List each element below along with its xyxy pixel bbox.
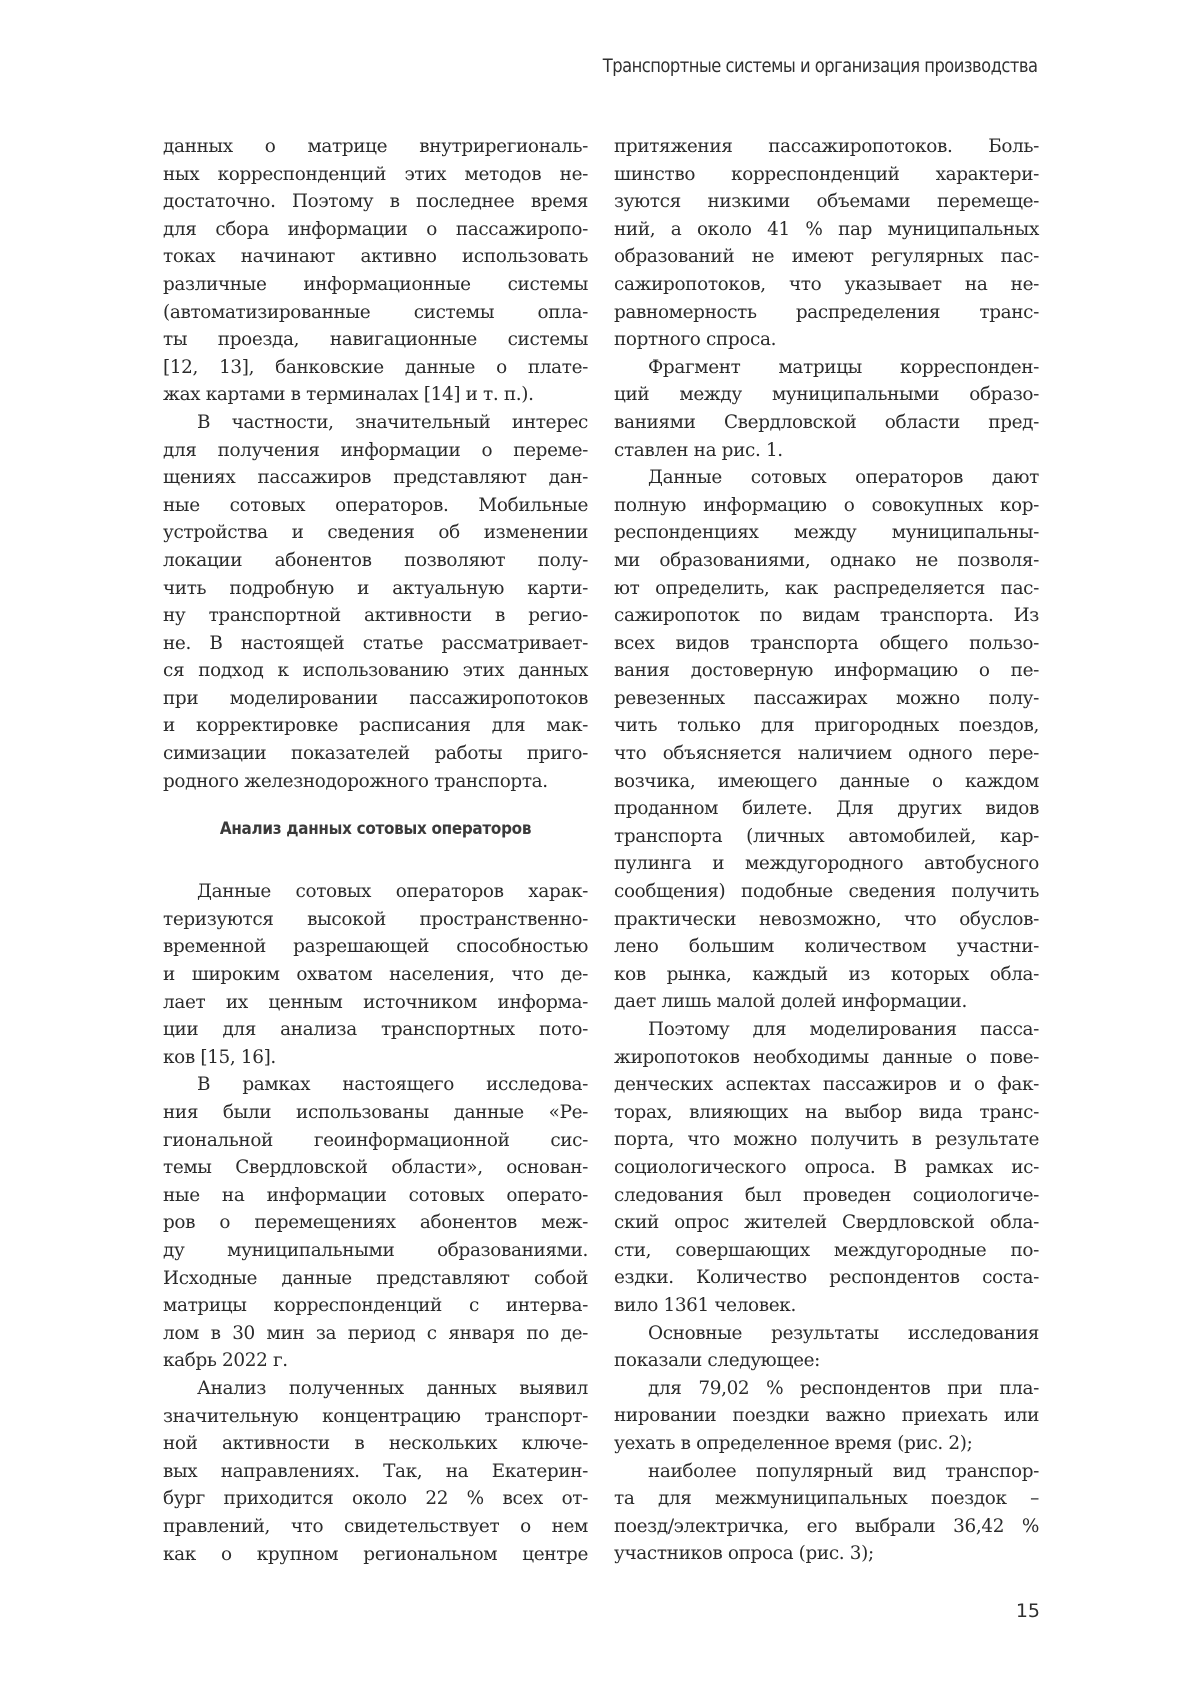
text-line: показали следующее: bbox=[614, 1350, 821, 1372]
text-line: ду муниципальными образованиями. bbox=[163, 1239, 588, 1261]
text-line: достаточно. Поэтому в последнее время bbox=[163, 191, 588, 213]
paragraph bbox=[614, 1320, 1039, 1375]
text-line: денческих аспектах пассажиров и о фак- bbox=[614, 1074, 1039, 1096]
text-line: Поэтому для моделирования пасса- bbox=[648, 1019, 1039, 1040]
text-line: при моделировании пассажиропотоков bbox=[163, 687, 588, 709]
text-line: устройства и сведения об изменении bbox=[163, 522, 588, 544]
text-line: локации абонентов позволяют полу- bbox=[163, 549, 588, 571]
text-line: ну транспортной активности в регио- bbox=[163, 605, 588, 627]
text-line: наиболее популярный вид транспор- bbox=[648, 1460, 1039, 1482]
text-line: проданном билете. Для других видов bbox=[614, 798, 1039, 820]
paragraph bbox=[614, 1016, 1039, 1320]
text-line: сажиропоток по видам транспорта. Из bbox=[614, 605, 1039, 627]
text-line: токах начинают активно использовать bbox=[163, 246, 588, 268]
text-line: ции для анализа транспортных пото- bbox=[163, 1019, 588, 1041]
text-line: ков рынка, каждый из которых обла- bbox=[614, 963, 1039, 985]
text-line: бург приходится около 22 % всех от- bbox=[163, 1488, 588, 1510]
text-line: ных корреспонденций этих методов не- bbox=[163, 163, 588, 185]
text-line: шинство корреспонденций характери- bbox=[614, 163, 1039, 185]
text-line: жах картами в терминалах [14] и т. п.). bbox=[163, 384, 534, 406]
text-line: ездки. Количество респондентов соста- bbox=[614, 1267, 1039, 1289]
text-line: и корректировке расписания для мак- bbox=[163, 715, 588, 737]
text-line: симизации показателей работы приго- bbox=[163, 743, 588, 765]
text-line: ров о перемещениях абонентов меж- bbox=[163, 1212, 588, 1234]
text-line: поезд/электричка, его выбрали 36,42 % bbox=[614, 1515, 1039, 1537]
text-line: порта, что можно получить в результате bbox=[614, 1129, 1039, 1151]
paragraph bbox=[163, 1071, 588, 1375]
text-line: ми образованиями, однако не позволя- bbox=[614, 549, 1039, 571]
text-line: всех видов транспорта общего пользо- bbox=[614, 632, 1039, 654]
text-line: полную информацию о совокупных кор- bbox=[614, 494, 1039, 516]
text-line: как о крупном региональном центре bbox=[163, 1543, 588, 1565]
text-line: что объясняется наличием одного пере- bbox=[614, 743, 1039, 765]
text-line: теризуются высокой пространственно- bbox=[163, 908, 588, 930]
text-line: чить только для пригородных поездов, bbox=[614, 715, 1039, 737]
text-line: участников опроса (рис. 3); bbox=[614, 1543, 874, 1565]
text-line: лено большим количеством участни- bbox=[614, 936, 1039, 958]
text-line: не. В настоящей статье рассматривает- bbox=[163, 632, 588, 654]
text-line: гиональной геоинформационной сис- bbox=[163, 1129, 588, 1151]
text-line: для 79,02 % респондентов при пла- bbox=[648, 1377, 1039, 1399]
text-line: Основные результаты исследования bbox=[648, 1322, 1039, 1344]
text-line: матрицы корреспонденций с интерва- bbox=[163, 1295, 588, 1317]
text-line: для сбора информации о пассажиропо- bbox=[163, 218, 588, 240]
paragraph bbox=[163, 133, 588, 409]
paragraph bbox=[163, 1375, 588, 1568]
text-line: ной активности в нескольких ключе- bbox=[163, 1433, 588, 1455]
text-line: респонденциях между муниципальны- bbox=[614, 522, 1039, 544]
text-line: значительную концентрацию транспорт- bbox=[163, 1405, 588, 1427]
text-line: ные на информации сотовых операто- bbox=[163, 1184, 588, 1206]
text-line: нировании поездки важно приехать или bbox=[614, 1405, 1039, 1427]
paragraph bbox=[614, 354, 1039, 464]
text-line: дает лишь малой долей информации. bbox=[614, 991, 967, 1013]
text-line: торах, влияющих на выбор вида транс- bbox=[614, 1101, 1039, 1123]
text-line: ваниями Свердловской области пред- bbox=[614, 411, 1039, 433]
text-line: темы Свердловской области», основан- bbox=[163, 1157, 588, 1179]
text-line: правлений, что свидетельствует о нем bbox=[163, 1515, 588, 1537]
text-line: портного спроса. bbox=[614, 329, 777, 351]
text-line: та для межмуниципальных поездок – bbox=[614, 1488, 1039, 1510]
text-line: притяжения пассажиропотоков. Боль- bbox=[614, 136, 1039, 157]
left-column bbox=[163, 133, 588, 1568]
text-line: ков [15, 16]. bbox=[163, 1046, 276, 1068]
text-line: ют определить, как распределяется пас- bbox=[614, 577, 1039, 599]
text-line: Анализ полученных данных выявил bbox=[197, 1377, 588, 1399]
text-line: [12, 13], банковские данные о плате- bbox=[163, 356, 588, 378]
text-line: жиропотоков необходимы данные о пове- bbox=[614, 1046, 1039, 1068]
text-line: ные сотовых операторов. Мобильные bbox=[163, 494, 588, 516]
text-line: Фрагмент матрицы корреспонден- bbox=[648, 356, 1039, 378]
text-line: лом в 30 мин за период с января по де- bbox=[163, 1322, 588, 1344]
paragraph bbox=[614, 464, 1039, 1016]
text-line: сажиропотоков, что указывает на не- bbox=[614, 273, 1039, 295]
text-line: данных о матрице внутрирегиональ- bbox=[163, 136, 588, 157]
list-item bbox=[614, 1458, 1039, 1568]
text-line: для получения информации о переме- bbox=[163, 439, 588, 461]
text-line: ся подход к использованию этих данных bbox=[163, 660, 588, 682]
text-line: ния были использованы данные «Ре- bbox=[163, 1102, 588, 1123]
text-line: ций между муниципальными образо- bbox=[614, 384, 1039, 406]
text-line: щениях пассажиров представляют дан- bbox=[163, 467, 588, 489]
text-line: возчика, имеющего данные о каждом bbox=[614, 770, 1039, 792]
text-line: вило 1361 человек. bbox=[614, 1294, 796, 1316]
text-line: социологического опроса. В рамках ис- bbox=[614, 1156, 1039, 1178]
text-line: ревезенных пассажирах можно полу- bbox=[614, 687, 1039, 709]
text-line: временной разрешающей способностью bbox=[163, 936, 588, 958]
text-line: ты проезда, навигационные системы bbox=[163, 329, 588, 351]
text-line: пулинга и междугородного автобусного bbox=[614, 853, 1039, 875]
text-line: В рамках настоящего исследова- bbox=[197, 1074, 588, 1096]
text-line: ставлен на рис. 1. bbox=[614, 439, 783, 461]
text-line: родного железнодорожного транспорта. bbox=[163, 770, 548, 792]
text-line: сти, совершающих междугородные по- bbox=[614, 1239, 1039, 1261]
paragraph bbox=[163, 878, 588, 1071]
text-line: вых направлениях. Так, на Екатерин- bbox=[163, 1460, 588, 1482]
text-line: практически невозможно, что обуслов- bbox=[614, 908, 1039, 930]
paragraph bbox=[614, 133, 1039, 354]
text-line: кабрь 2022 г. bbox=[163, 1350, 288, 1372]
text-line: Исходные данные представляют собой bbox=[163, 1267, 588, 1289]
text-line: следования был проведен социологиче- bbox=[614, 1184, 1039, 1206]
text-line: ний, а около 41 % пар муниципальных bbox=[614, 218, 1039, 240]
text-line: сообщения) подобные сведения получить bbox=[614, 881, 1039, 903]
text-line: (автоматизированные системы опла- bbox=[163, 301, 588, 323]
list-item bbox=[614, 1375, 1039, 1458]
text-line: образований не имеют регулярных пас- bbox=[614, 246, 1039, 268]
text-line: зуются низкими объемами перемеще- bbox=[614, 191, 1039, 213]
text-line: Данные сотовых операторов дают bbox=[648, 467, 1039, 489]
paragraph bbox=[163, 409, 588, 795]
section-heading: Анализ данных сотовых операторов bbox=[219, 819, 532, 839]
text-line: В частности, значительный интерес bbox=[197, 411, 588, 433]
text-line: равномерность распределения транс- bbox=[614, 301, 1039, 323]
text-line: чить подробную и актуальную карти- bbox=[163, 577, 588, 599]
text-line: уехать в определенное время (рис. 2); bbox=[614, 1432, 973, 1454]
page-number: 15 bbox=[1015, 1600, 1040, 1622]
text-line: и широким охватом населения, что де- bbox=[163, 964, 588, 986]
text-line: ский опрос жителей Свердловской обла- bbox=[614, 1212, 1039, 1234]
running-header: Транспортные системы и организация производства bbox=[603, 55, 1038, 77]
right-column bbox=[614, 133, 1039, 1568]
text-line: вания достоверную информацию о пе- bbox=[614, 660, 1039, 682]
text-line: транспорта (личных автомобилей, кар- bbox=[614, 825, 1039, 847]
text-line: лает их ценным источником информа- bbox=[163, 991, 588, 1013]
text-line: Данные сотовых операторов харак- bbox=[197, 881, 588, 903]
text-line: различные информационные системы bbox=[163, 273, 588, 295]
